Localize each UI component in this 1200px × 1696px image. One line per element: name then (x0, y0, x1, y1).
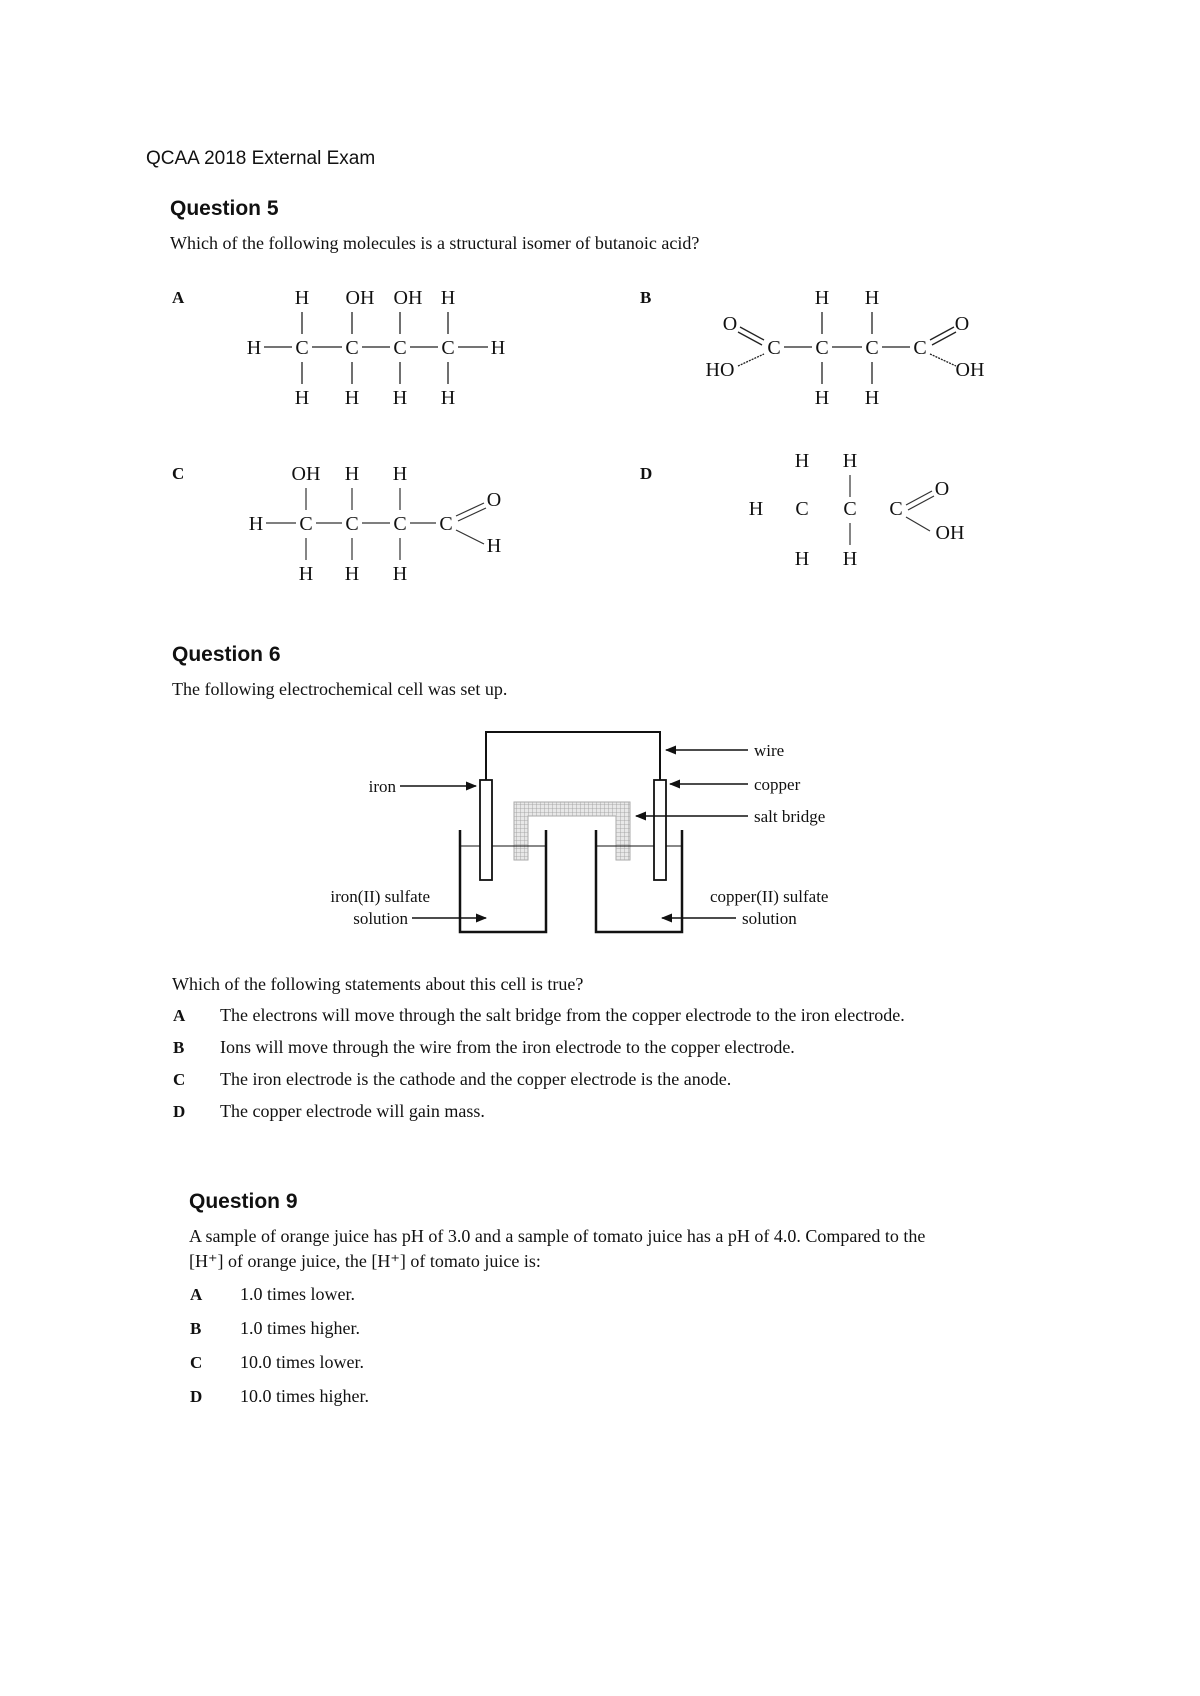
page-header: QCAA 2018 External Exam (146, 148, 376, 169)
question-6-option-d-text: The copper electrode will gain mass. (220, 1101, 485, 1121)
atom-label: C (345, 513, 359, 535)
question-6-option-a-text: The electrons will move through the salt bridge from the copper electrode to the iron electrode. (220, 1005, 905, 1025)
molecule-b-diagram (700, 280, 1000, 410)
atom-label: O (486, 489, 502, 511)
question-6-title: Question 6 (172, 643, 281, 666)
copper-beaker (596, 830, 682, 932)
iron-label: iron (368, 777, 396, 796)
atom-label: C (795, 498, 809, 520)
copper-solution-label-line-1: copper(II) sulfate (710, 887, 829, 906)
atom-label: HO (705, 359, 735, 381)
atom-label: H (392, 463, 408, 485)
atom-label: H (490, 337, 506, 359)
salt-bridge-label: salt bridge (754, 807, 826, 826)
question-9-option-c-text: 10.0 times lower. (240, 1352, 364, 1372)
question-6-option-b-text: Ions will move through the wire from the iron electrode to the copper electrode. (220, 1037, 795, 1057)
question-6-option-d-letter: D (173, 1102, 186, 1121)
atom-label: H (814, 387, 830, 409)
question-9-option-a-letter: A (190, 1285, 203, 1304)
atom-label: C (439, 513, 453, 535)
question-6-option-c-text: The iron electrode is the cathode and the copper electrode is the anode. (220, 1069, 732, 1089)
question-5-option-a-letter: A (172, 288, 185, 307)
atom-label: C (393, 513, 407, 535)
question-6-prompt: Which of the following statements about this cell is true? (172, 974, 584, 994)
copper-solution-label-line-2: solution (742, 909, 797, 928)
question-6-option-b-letter: B (173, 1038, 185, 1057)
atom-label: H (864, 287, 880, 309)
question-9-option-d-text: 10.0 times higher. (240, 1386, 369, 1406)
question-6-option-c-letter: C (173, 1070, 186, 1089)
atom-label: OH (393, 287, 423, 309)
atom-label: H (246, 337, 262, 359)
atom-label: H (440, 287, 456, 309)
question-9-option-b-letter: B (190, 1319, 202, 1338)
atom-label: H (748, 498, 764, 520)
atom-label: H (814, 287, 830, 309)
atom-label: H (298, 563, 314, 585)
question-5-stem: Which of the following molecules is a structural isomer of butanoic acid? (170, 233, 700, 253)
atom-label: OH (955, 359, 985, 381)
question-9-stem-line-2: [H⁺] of orange juice, the [H⁺] of tomato juice is: (189, 1251, 541, 1271)
atom-label: H (794, 548, 810, 570)
question-9-option-a-text: 1.0 times lower. (240, 1284, 355, 1304)
atom-label: O (722, 313, 738, 335)
wire-label: wire (754, 741, 785, 760)
atom-label: C (295, 337, 309, 359)
copper-electrode (654, 780, 666, 880)
atom-label: C (889, 498, 903, 520)
atom-label: H (248, 513, 264, 535)
question-5-option-c-letter: C (172, 464, 185, 483)
atom-label: C (865, 337, 879, 359)
question-9-title: Question 9 (189, 1190, 298, 1213)
atom-label: O (934, 478, 950, 500)
salt-bridge (514, 802, 630, 860)
question-9-option-d-letter: D (190, 1387, 203, 1406)
atom-label: C (345, 337, 359, 359)
atom-label: C (767, 337, 781, 359)
iron-solution-label-line-1: iron(II) sulfate (330, 887, 430, 906)
atom-label: H (344, 463, 360, 485)
question-5-title: Question 5 (170, 197, 279, 220)
wire (486, 732, 660, 780)
atom-label: O (954, 313, 970, 335)
iron-electrode (480, 780, 492, 880)
molecule-c-diagram (230, 450, 530, 590)
question-5-option-d-letter: D (640, 464, 653, 483)
atom-label: H (392, 563, 408, 585)
atom-label: H (842, 548, 858, 570)
atom-label: OH (935, 522, 965, 544)
atom-label: OH (291, 463, 321, 485)
molecule-a-diagram (230, 280, 530, 410)
atom-label: H (440, 387, 456, 409)
iron-beaker (460, 830, 546, 932)
question-5-option-b-letter: B (640, 288, 652, 307)
copper-label: copper (754, 775, 801, 794)
electrochemical-cell-diagram (300, 720, 860, 950)
question-9-option-c-letter: C (190, 1353, 203, 1372)
atom-label: H (486, 535, 502, 557)
atom-label: C (913, 337, 927, 359)
iron-solution-label-line-2: solution (353, 909, 408, 928)
atom-label: C (393, 337, 407, 359)
question-6-stem: The following electrochemical cell was set up. (172, 679, 508, 699)
atom-label: C (441, 337, 455, 359)
atom-label: C (843, 498, 857, 520)
question-6-option-a-letter: A (173, 1006, 186, 1025)
atom-label: H (344, 563, 360, 585)
atom-label: H (842, 450, 858, 472)
atom-label: H (344, 387, 360, 409)
atom-label: C (815, 337, 829, 359)
atom-label: H (294, 387, 310, 409)
atom-label: C (299, 513, 313, 535)
atom-label: H (392, 387, 408, 409)
molecule-d-diagram (730, 445, 990, 585)
atom-label: H (794, 450, 810, 472)
atom-label: H (864, 387, 880, 409)
atom-label: H (294, 287, 310, 309)
question-9-option-b-text: 1.0 times higher. (240, 1318, 360, 1338)
atom-label: OH (345, 287, 375, 309)
question-9-stem-line-1: A sample of orange juice has pH of 3.0 and a sample of tomato juice has a pH of 4.0. Compared to the (189, 1226, 926, 1246)
